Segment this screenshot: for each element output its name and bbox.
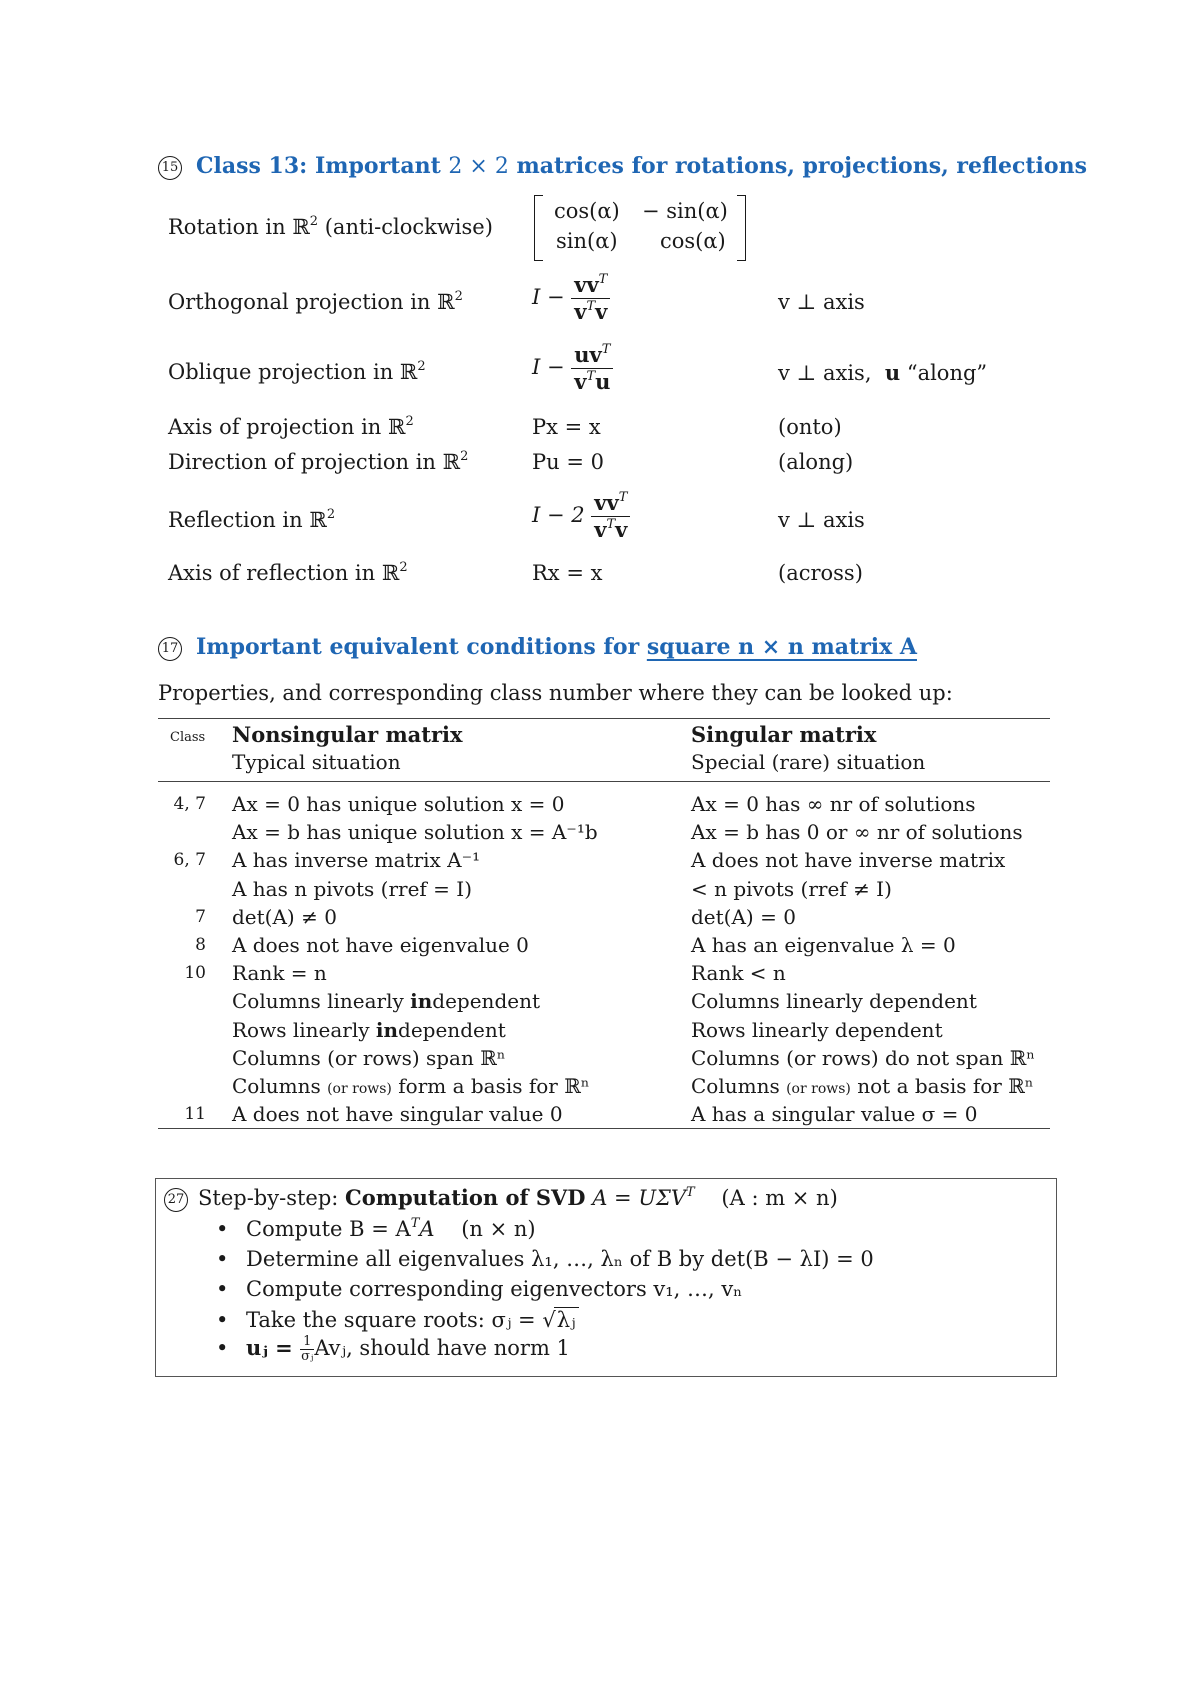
table-class-cell: 11: [184, 1104, 206, 1124]
table-header-rule: [158, 781, 1050, 782]
singular-cell: Rank < n: [691, 961, 786, 985]
direction-of-projection-eq: Pu = 0: [532, 450, 604, 474]
singular-cell: < n pivots (rref ≠ I): [691, 877, 892, 901]
nonsingular-cell: A does not have eigenvalue 0: [232, 933, 529, 957]
singular-cell: A has a singular value σ = 0: [691, 1102, 978, 1126]
section-17-title: 17 Important equivalent conditions for square n × n matrix A: [158, 634, 917, 661]
singular-subheader: Special (rare) situation: [691, 750, 926, 774]
svd-step-5: • uⱼ = $\frac{1}{\text{σⱼ}}$ Avⱼ, should have norm 1: [216, 1334, 570, 1364]
nonsingular-cell: Rows linearly independent: [232, 1018, 506, 1042]
direction-of-projection-note: (along): [778, 450, 854, 474]
axis-of-projection-label: Axis of projection in ℝ$^2$: [168, 414, 414, 439]
properties-intro: Properties, and corresponding class number where they can be looked up:: [158, 681, 953, 705]
singular-cell: A does not have inverse matrix: [691, 848, 1006, 872]
table-class-cell: 7: [195, 907, 206, 927]
singular-header: Singular matrix: [691, 722, 877, 747]
table-class-cell: 8: [195, 935, 206, 955]
axis-of-reflection-note: (across): [778, 561, 863, 585]
class-column-header: Class: [170, 730, 206, 745]
singular-cell: Columns (or rows) do not span ℝⁿ: [691, 1046, 1036, 1070]
nonsingular-cell: A does not have singular value 0: [232, 1102, 563, 1126]
nonsingular-cell: A has n pivots (rref = I): [232, 877, 472, 901]
rotation-label: Rotation in ℝ$^2$ (anti-clockwise): [168, 214, 493, 239]
nonsingular-cell: det(A) ≠ 0: [232, 905, 337, 929]
svd-title: 27 Step-by-step: Computation of SVD $A = U\Sigma V^T$ (A : m × n): [164, 1185, 838, 1212]
singular-cell: Columns linearly dependent: [691, 989, 977, 1013]
svd-step-4: • Take the square roots: σⱼ = √λⱼ: [216, 1307, 579, 1332]
section-number-badge: 27: [164, 1188, 188, 1212]
nonsingular-cell: Ax = b has unique solution x = A⁻¹b: [232, 820, 598, 844]
table-class-cell: 6, 7: [173, 850, 206, 870]
oblique-projection-formula: I − $\frac{uv^T}{v^Tu}$: [532, 342, 613, 395]
orthogonal-projection-formula: I − $\frac{vv^T}{v^Tv}$: [532, 272, 610, 325]
singular-cell: Columns (or rows) not a basis for ℝⁿ: [691, 1074, 1034, 1098]
svd-step-1: • Compute $B = A^TA$ (n × n): [216, 1216, 536, 1241]
table-top-rule: [158, 718, 1050, 719]
nonsingular-cell: Columns linearly independent: [232, 989, 540, 1013]
section-number-badge: 15: [158, 156, 182, 180]
nonsingular-subheader: Typical situation: [232, 750, 401, 774]
nonsingular-cell: Columns (or rows) span ℝⁿ: [232, 1046, 506, 1070]
axis-of-reflection-label: Axis of reflection in ℝ$^2$: [168, 560, 408, 585]
table-class-cell: 10: [184, 963, 206, 983]
singular-cell: Rows linearly dependent: [691, 1018, 943, 1042]
reflection-formula: I − 2 $\frac{vv^T}{v^Tv}$: [532, 490, 630, 543]
singular-cell: A has an eigenvalue λ = 0: [691, 933, 956, 957]
axis-of-projection-eq: Px = x: [532, 415, 601, 439]
rotation-matrix: cos(α) − sin(α) sin(α) cos(α): [534, 195, 746, 263]
nonsingular-cell: Rank = n: [232, 961, 327, 985]
orthogonal-projection-label: Orthogonal projection in ℝ$^2$: [168, 289, 463, 314]
axis-of-reflection-eq: Rx = x: [532, 561, 603, 585]
table-bottom-rule: [158, 1128, 1050, 1129]
svd-step-3: • Compute corresponding eigenvectors v₁, …, vₙ: [216, 1277, 743, 1301]
singular-cell: Ax = b has 0 or ∞ nr of solutions: [691, 820, 1023, 844]
singular-cell: Ax = 0 has ∞ nr of solutions: [691, 792, 976, 816]
direction-of-projection-label: Direction of projection in ℝ$^2$: [168, 449, 469, 474]
singular-cell: det(A) = 0: [691, 905, 796, 929]
table-class-cell: 4, 7: [173, 794, 206, 814]
svd-step-2: • Determine all eigenvalues λ₁, …, λₙ of B by det(B − λI) = 0: [216, 1247, 874, 1271]
section-15-title: 15 Class 13: Important 2 × 2 matrices for rotations, projections, reflections: [158, 153, 1087, 180]
reflection-note: v ⊥ axis: [778, 508, 865, 532]
axis-of-projection-note: (onto): [778, 415, 842, 439]
svd-steps-box: [155, 1178, 1057, 1377]
reflection-label: Reflection in ℝ$^2$: [168, 507, 336, 532]
oblique-projection-label: Oblique projection in ℝ$^2$: [168, 359, 426, 384]
orthogonal-projection-note: v ⊥ axis: [778, 290, 865, 314]
nonsingular-header: Nonsingular matrix: [232, 722, 463, 747]
section-number-badge: 17: [158, 637, 182, 661]
nonsingular-cell: A has inverse matrix A⁻¹: [232, 848, 481, 872]
nonsingular-cell: Ax = 0 has unique solution x = 0: [232, 792, 565, 816]
nonsingular-cell: Columns (or rows) form a basis for ℝⁿ: [232, 1074, 590, 1098]
oblique-projection-note: v ⊥ axis, u “along”: [778, 360, 988, 385]
